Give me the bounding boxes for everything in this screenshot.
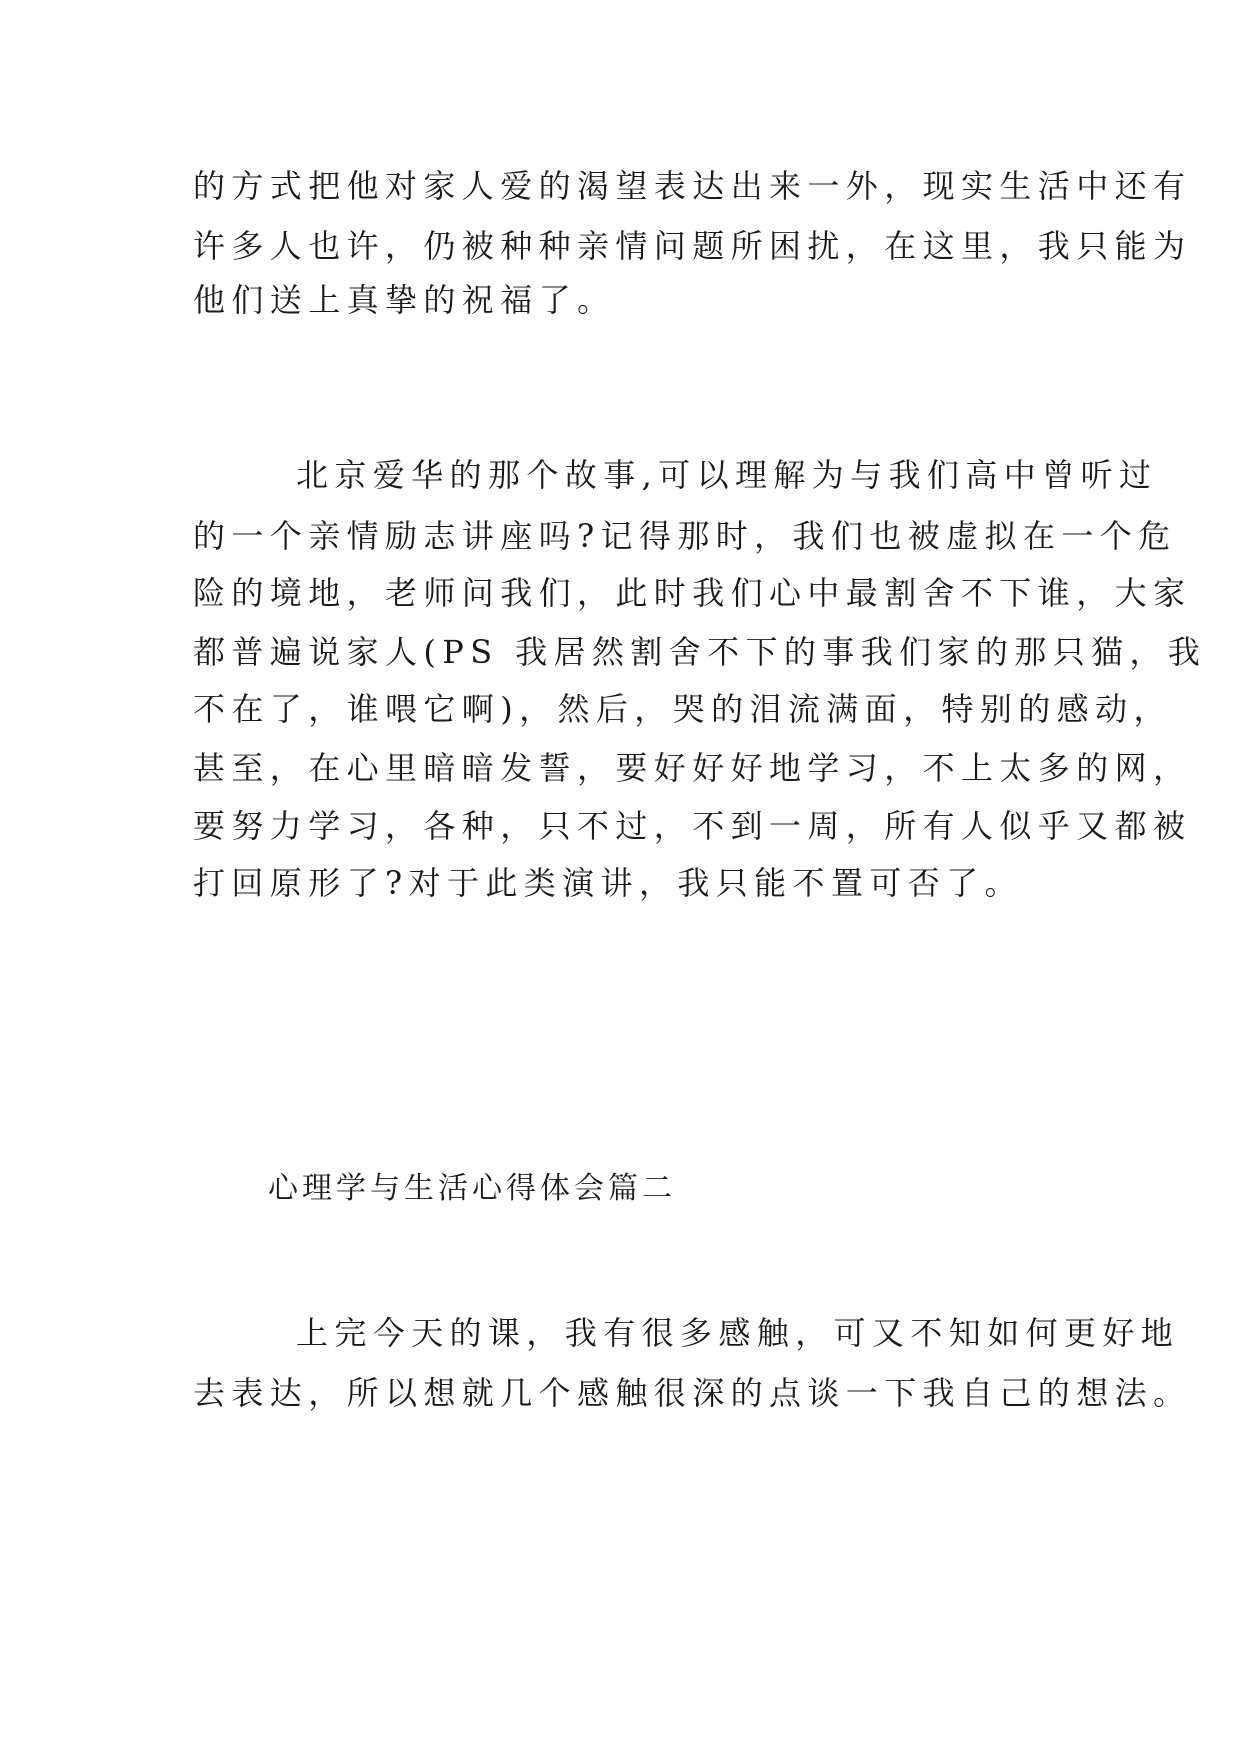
paragraph-2-line-7: 要努力学习，各种，只不过，不到一周，所有人似乎又都被 [193,807,1192,845]
paragraph-2-line-8: 打回原形了?对于此类演讲，我只能不置可否了。 [193,864,1023,902]
paragraph-2-line-4: 都普遍说家人(PS 我居然割舍不下的事我们家的那只猫，我 [193,633,1207,671]
paragraph-1-line-3: 他们送上真挚的祝福了。 [193,281,616,319]
paragraph-2-line-1: 北京爱华的那个故事,可以理解为与我们高中曾听过 [296,456,1158,494]
section-heading: 心理学与生活心得体会篇二 [268,1171,676,1206]
paragraph-2-line-5: 不在了，谁喂它啊)，然后，哭的泪流满面，特别的感动， [193,690,1172,728]
paragraph-2-line-2: 的一个亲情励志讲座吗?记得那时，我们也被虚拟在一个危 [193,517,1177,555]
paragraph-1-line-1: 的方式把他对家人爱的渴望表达出来一外，现实生活中还有 [193,167,1192,205]
paragraph-3-line-1: 上完今天的课，我有很多感触，可又不知如何更好地 [296,1314,1180,1352]
paragraph-1-line-2: 许多人也许，仍被种种亲情问题所困扰，在这里，我只能为 [193,227,1192,265]
paragraph-3-line-2: 去表达，所以想就几个感触很深的点谈一下我自己的想法。 [193,1374,1192,1412]
paragraph-2-line-6: 甚至，在心里暗暗发誓，要好好好地学习，不上太多的网， [193,749,1192,787]
paragraph-2-line-3: 险的境地，老师问我们，此时我们心中最割舍不下谁，大家 [193,574,1192,612]
